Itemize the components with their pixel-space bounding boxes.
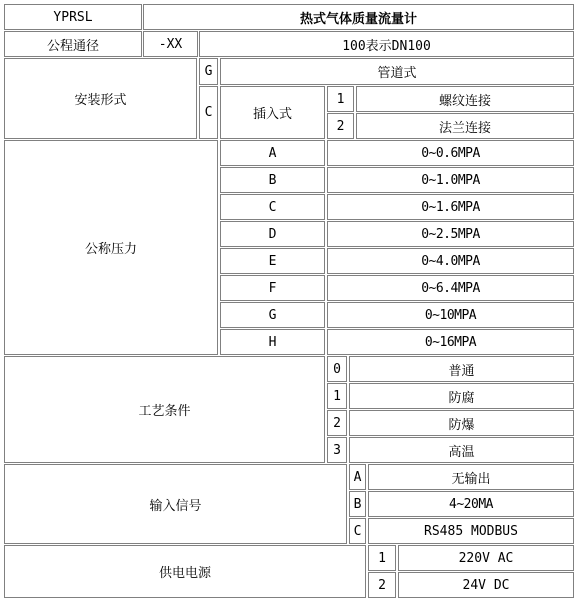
- power-option: 220V AC: [398, 545, 574, 571]
- pressure-range: 0~6.4MPA: [327, 275, 574, 301]
- process-code: 3: [327, 437, 347, 463]
- diameter-description: 100表示DN100: [199, 31, 574, 57]
- signal-option: 4~20MA: [368, 491, 574, 517]
- signal-code: A: [349, 464, 366, 490]
- pressure-code: B: [220, 167, 325, 193]
- process-code: 1: [327, 383, 347, 409]
- signal-code: C: [349, 518, 366, 544]
- pressure-code: E: [220, 248, 325, 274]
- pressure-range: 0~10MPA: [327, 302, 574, 328]
- pressure-range: 0~2.5MPA: [327, 221, 574, 247]
- power-code: 2: [368, 572, 396, 598]
- process-code: 2: [327, 410, 347, 436]
- signal-option: RS485 MODBUS: [368, 518, 574, 544]
- pressure-code: G: [220, 302, 325, 328]
- power-code: 1: [368, 545, 396, 571]
- installation-label: 安装形式: [4, 58, 197, 139]
- pressure-code: A: [220, 140, 325, 166]
- pressure-code: H: [220, 329, 325, 355]
- process-option: 普通: [349, 356, 574, 382]
- connection-option-code: 1: [327, 86, 354, 112]
- pressure-range: 0~1.0MPA: [327, 167, 574, 193]
- connection-option-code: 2: [327, 113, 354, 139]
- installation-pipe-name: 管道式: [220, 58, 574, 85]
- process-option: 防腐: [349, 383, 574, 409]
- pressure-code: F: [220, 275, 325, 301]
- model-code: YPRSL: [4, 4, 142, 30]
- installation-insert-name: 插入式: [220, 86, 325, 139]
- pressure-range: 0~0.6MPA: [327, 140, 574, 166]
- connection-option-name: 螺纹连接: [356, 86, 574, 112]
- installation-insert-code: C: [199, 86, 218, 139]
- pressure-code: C: [220, 194, 325, 220]
- process-option: 防爆: [349, 410, 574, 436]
- pressure-range: 0~1.6MPA: [327, 194, 574, 220]
- power-option: 24V DC: [398, 572, 574, 598]
- signal-label: 输入信号: [4, 464, 347, 544]
- diameter-code: -XX: [143, 31, 198, 57]
- connection-option-name: 法兰连接: [356, 113, 574, 139]
- power-label: 供电电源: [4, 545, 366, 598]
- product-title: 热式气体质量流量计: [143, 4, 574, 30]
- diameter-label: 公程通径: [4, 31, 142, 57]
- process-label: 工艺条件: [4, 356, 325, 463]
- signal-code: B: [349, 491, 366, 517]
- pressure-range: 0~4.0MPA: [327, 248, 574, 274]
- process-option: 高温: [349, 437, 574, 463]
- signal-option: 无输出: [368, 464, 574, 490]
- process-code: 0: [327, 356, 347, 382]
- pressure-label: 公称压力: [4, 140, 218, 355]
- installation-pipe-code: G: [199, 58, 218, 85]
- pressure-code: D: [220, 221, 325, 247]
- pressure-range: 0~16MPA: [327, 329, 574, 355]
